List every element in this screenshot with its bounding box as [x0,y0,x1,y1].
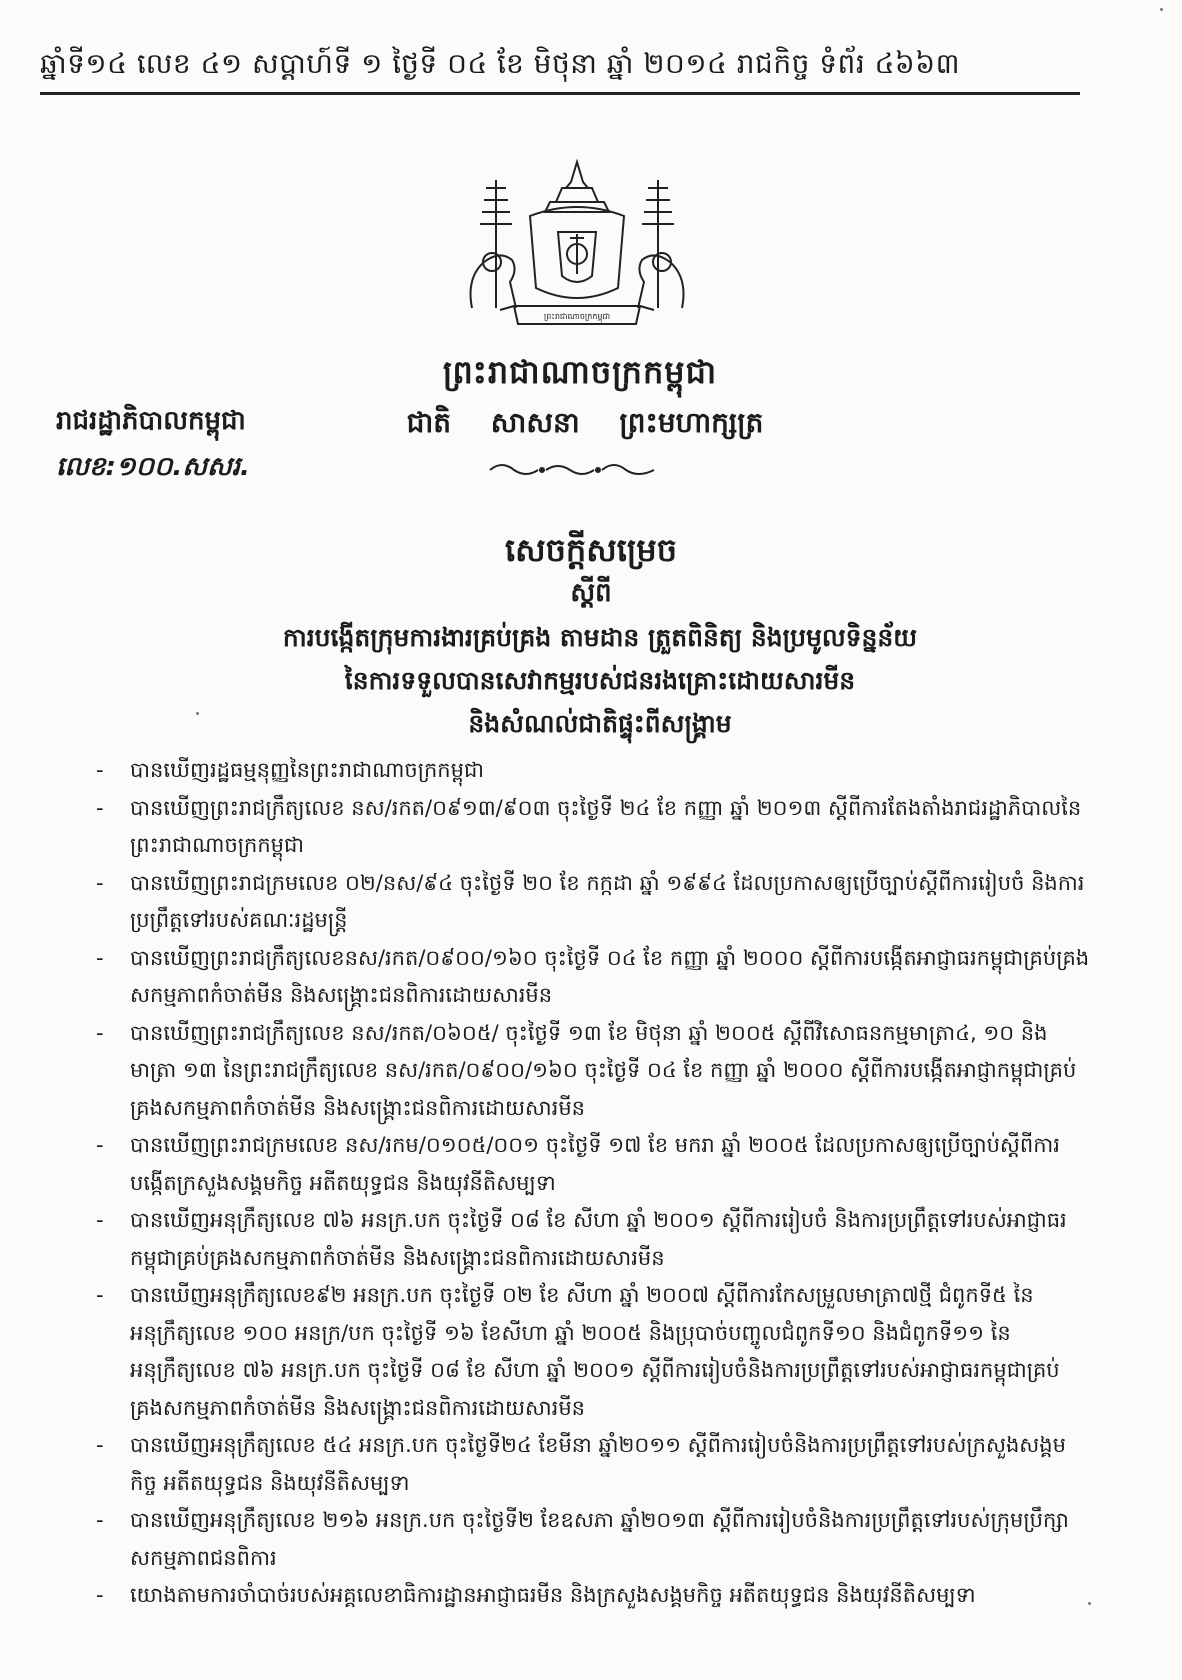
preamble-item: - បានឃើញព្រះរាជក្រមលេខ ០២/នស/៩៤ ចុះថ្ងៃទី ២០ ខែ កក្កដា ឆ្នាំ ១៩៩៤ ដែលប្រកាសឲ្យប្រើច្បាប់ស្តីពីការរៀបចំ និងការប្រព្រឹត្តទៅរបស់គណៈរដ្ឋមន្ត្រី [92,865,1092,940]
emblem-scroll-text: ព្រះរាជាណាចក្រកម្ពុជា [543,312,611,321]
preamble-item: - យោងតាមការចាំបាច់របស់អគ្គលេខាធិការដ្ឋានអាជ្ញាធរមីន និងក្រសួងសង្គមកិច្ច អតីតយុទ្ធជន និងយុវនីតិសម្បទា [92,1577,1092,1615]
decision-about-label: ស្តីពី [570,578,612,608]
reference-number: លេខ:១០០.សសរ. [56,452,250,482]
scan-speck [1160,8,1163,11]
subject-line: និងសំណល់ជាតិផ្ទុះពីសង្គ្រាម [468,709,732,738]
preamble-item: - បានឃើញអនុក្រឹត្យលេខ ២១៦ អនក្រ.បក ចុះថ្ងៃទី២ ខែឧសភា ឆ្នាំ២០១៣ ស្តីពីការរៀបចំនិងការប្រព្រឹត្តទៅរបស់ក្រុមប្រឹក្សាសកម្មភាពជនពិការ [92,1502,1092,1577]
gazette-running-header: ឆ្នាំទី១៤ លេខ ៤១ សប្តាហ៍ទី ១ ថ្ងៃទី ០៤ ខែ មិថុនា ឆ្នាំ ២០១៤ រាជកិច្ច ទំព័រ ៤៦៦៣ [40,47,961,80]
decision-subject [100,616,1100,745]
scan-speck [1088,1602,1091,1605]
preamble-item: - បានឃើញព្រះរាជក្រឹត្យលេខ នស/រកត/០៩១៣/៩០៣ ចុះថ្ងៃទី ២៤ ខែ កញ្ញា ឆ្នាំ ២០១៣ ស្តីពីការតែងតាំងរាជរដ្ឋាភិបាលនៃព្រះរាជាណាចក្រកម្ពុជា [92,790,1092,865]
subject-line: នៃការទទួលបានសេវាកម្មរបស់ជនរងគ្រោះដោយសារមីន [344,666,856,695]
decision-title: សេចក្តីសម្រេច [504,531,678,569]
preamble-item: - បានឃើញព្រះរាជក្រឹត្យលេខនស/រកត/០៩០០/១៦០ ចុះថ្ងៃទី ០៤ ខែ កញ្ញា ឆ្នាំ ២០០០ ស្តីពីការបង្កើតអាជ្ញាធរកម្ពុជាគ្រប់គ្រងសកម្មភាពកំចាត់មីន និងសង្គ្រោះជនពិការដោយសារមីន [92,940,1092,1015]
preamble-item: - បានឃើញព្រះរាជក្រឹត្យលេខ នស/រកត/០៦០៥/ ចុះថ្ងៃទី ១៣ ខែ មិថុនា ឆ្នាំ ២០០៥ ស្តីពីវិសោធនកម្មមាត្រា៤, ១០ និងមាត្រា ១៣ នៃព្រះរាជក្រឹត្យលេខ នស/រកត/០៩០០/១៦០ ចុះថ្ងៃទី ០៤ ខែ កញ្ញា ឆ្នាំ ២០០០ ស្តីពីការបង្កើតអាជ្ញាកម្ពុជាគ្រប់គ្រងសកម្មភាពកំចាត់មីន និងសង្គ្រោះជនពិការដោយសារមីន [92,1015,1092,1128]
scan-speck [196,712,199,715]
decorative-divider-icon [484,458,664,480]
subject-line: ការបង្កើតក្រុមការងារគ្រប់គ្រង តាមដាន ត្រួតពិនិត្យ និងប្រមូលទិន្នន័យ [282,623,918,652]
preamble-item: - បានឃើញរដ្ឋធម្មនុញ្ញនៃព្រះរាជាណាចក្រកម្ពុជា [92,752,1092,790]
kingdom-motto: ជាតិ សាសនា ព្រះមហាក្សត្រ [406,406,764,439]
issuing-government: រាជរដ្ឋាភិបាលកម្ពុជា [56,406,246,436]
preamble-item: - បានឃើញអនុក្រឹត្យលេខ ៧៦ អនក្រ.បក ចុះថ្ងៃទី ០៨ ខែ សីហា ឆ្នាំ ២០០១ ស្តីពីការរៀបចំ និងការប្រព្រឹត្តទៅរបស់អាជ្ញាធរកម្ពុជាគ្រប់គ្រងសកម្មភាពកំចាត់មីន និងសង្គ្រោះជនពិការដោយសារមីន [92,1202,1092,1277]
preamble-item: - បានឃើញអនុក្រឹត្យលេខ ៥៤ អនក្រ.បក ចុះថ្ងៃទី២៤ ខែមីនា ឆ្នាំ២០១១ ស្តីពីការរៀបចំនិងការប្រព្រឹត្តទៅរបស់ក្រសួងសង្គមកិច្ច អតីតយុទ្ធជន និងយុវនីតិសម្បទា [92,1427,1092,1502]
preamble-item: - បានឃើញព្រះរាជក្រមលេខ នស/រកម/០១០៥/០០១ ចុះថ្ងៃទី ១៧ ខែ មករា ឆ្នាំ ២០០៥ ដែលប្រកាសឲ្យប្រើច្បាប់ស្តីពីការបង្កើតក្រសួងសង្គមកិច្ច អតីតយុទ្ធជន និងយុវនីតិសម្បទា [92,1127,1092,1202]
preamble-list [92,752,1092,1615]
preamble-item: - បានឃើញអនុក្រឹត្យលេខ៩២ អនក្រ.បក ចុះថ្ងៃទី ០២ ខែ សីហា ឆ្នាំ ២០០៧ ស្តីពីការកែសម្រួលមាត្រា៧ថ្មី ជំពូកទី៥ នៃអនុក្រឹត្យលេខ ១០០ អនក្រ/បក ចុះថ្ងៃទី ១៦ ខែសីហា ឆ្នាំ ២០០៥ និងប្រុបាច់បញ្ចូលជំពូកទី១០ និងជំពូកទី១១ នៃអនុក្រឹត្យលេខ ៧៦ អនក្រ.បក ចុះថ្ងៃទី ០៨ ខែ សីហា ឆ្នាំ ២០០១ ស្តីពីការរៀបចំនិងការប្រព្រឹត្តទៅរបស់អាជ្ញាធរកម្ពុជាគ្រប់គ្រងសកម្មភាពកំចាត់មីន និងសង្គ្រោះជនពិការដោយសារមីន [92,1277,1092,1427]
royal-coat-of-arms-icon [452,158,702,336]
header-rule [40,92,1080,95]
kingdom-title: ព្រះរាជាណាចក្រកម្ពុជា [442,353,718,391]
